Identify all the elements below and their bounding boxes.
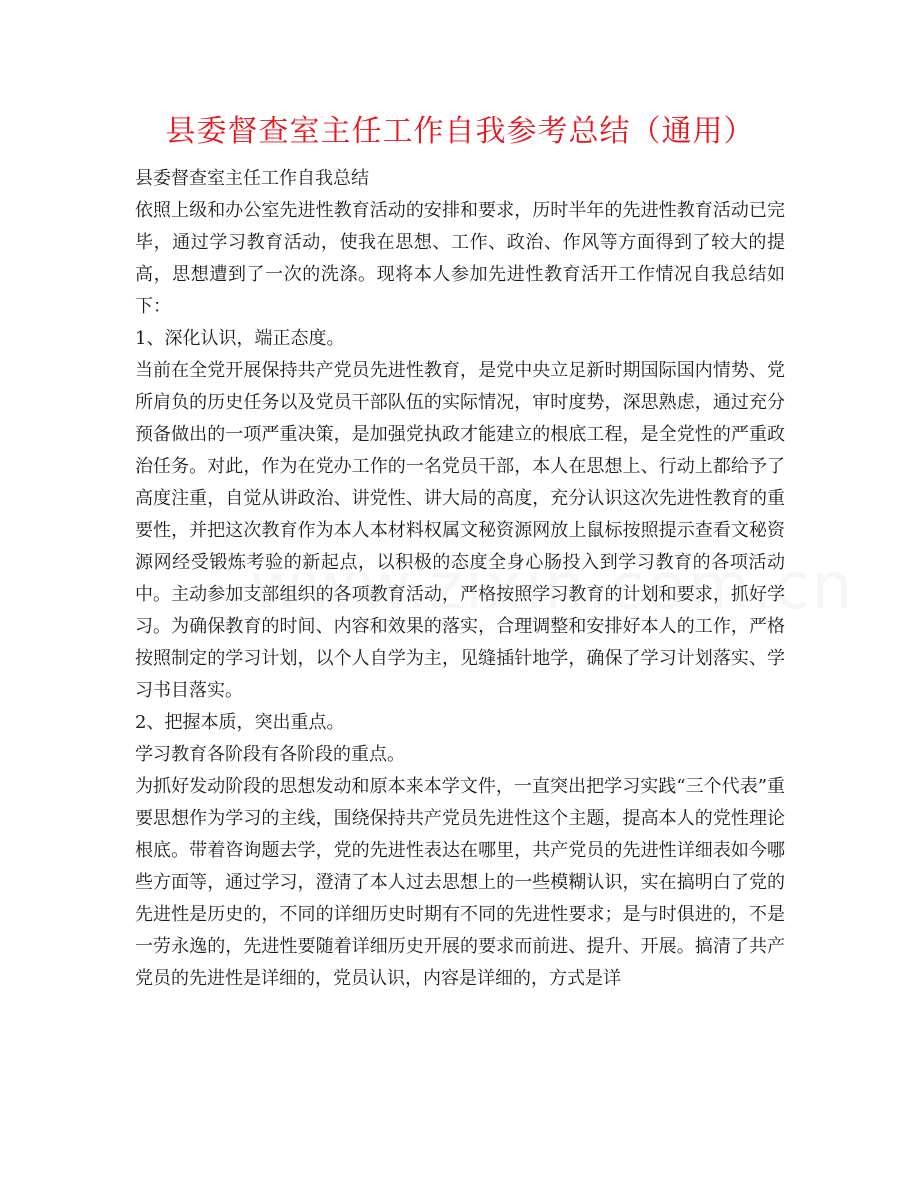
paragraph-subtitle: 县委督查室主任工作自我总结 [135, 168, 369, 189]
section-heading-2: 2、把握本质，突出重点。 [135, 712, 345, 733]
paragraph-section-1: 当前在全党开展保持共产党员先进性教育，是党中央立足新时期国际国内情势、党所肩负的历史任务以及党员干部队伍的实际情况，审时度势，深思熟虑，通过充分预备做出的一项严重决策，是加强党执政才能建立的根底工程，是全党性的严重政治任务。对此，作为在党办工作的一名党员干部，本人在思想上、行动上都给予了高度注重，自觉从讲政治、讲党性、讲大局的高度，充分认识这次先进性教育的重要性，并把这次教育作为本人本材料权属文秘资源网放上鼠标按照提示查看文秘资源网经受锻炼考验的新起点，以积极的态度全身心肠投入到学习教育的各项活动中。主动参加支部组织的各项教育活动，严格按照学习教育的计划和要求，抓好学习。为确保教育的时间、内容和效果的落实，合理调整和安排好本人的工作，严格按照制定的学习计划，以个人自学为主，见缝插针地学，确保了学习计划落实、学习书目落实。 [135, 360, 785, 701]
paragraph-intro: 依照上级和办公室先进性教育活动的安排和要求，历时半年的先进性教育活动已完毕，通过学习教育活动，使我在思想、工作、政治、作风等方面得到了较大的提高，思想遭到了一次的洗涤。现将本人参加先进性教育活开工作情况自我总结如下： [135, 200, 785, 317]
document-title: 县委督查室主任工作自我参考总结（通用） [165, 114, 755, 149]
section-heading-1: 1、深化认识，端正态度。 [135, 328, 345, 349]
paragraph-section-2: 为抓好发动阶段的思想发动和原本来本学文件，一直突出把学习实践“三个代表”重要思想作为学习的主线，围绕保持共产党员先进性这个主题，提高本人的党性理论根底。带着咨询题去学，党的先进性表达在哪里，共产党员的先进性详细表如今哪些方面等，通过学习，澄清了本人过去思想上的一些模糊认识，实在搞明白了党的先进性是历史的，不同的详细历史时期有不同的先进性要求；是与时俱进的，不是一劳永逸的，先进性要随着详细历史开展的要求而前进、提升、开展。搞清了共产党员的先进性是详细的，党员认识，内容是详细的，方式是详 [135, 776, 785, 989]
document-body [135, 163, 785, 995]
paragraph-stage-focus: 学习教育各阶段有各阶段的重点。 [135, 744, 405, 765]
